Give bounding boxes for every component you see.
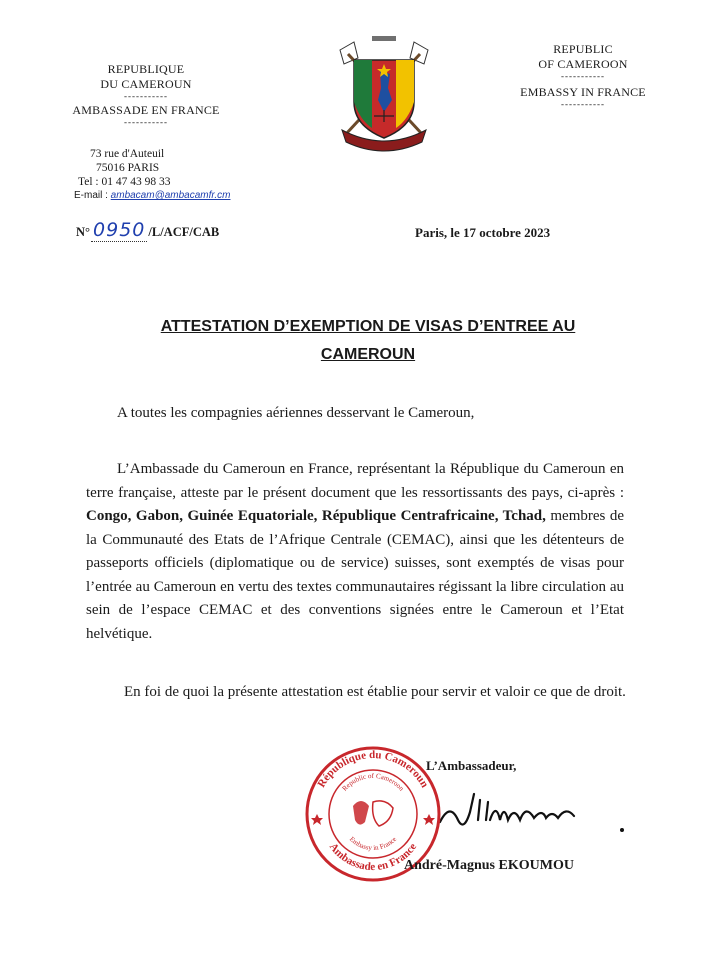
- signature-graphic: [430, 782, 630, 842]
- paragraph-end: membres de la Communauté des Etats de l’Afrique Centrale (CEMAC), ainsi que les détenteurs de passeports officiels (diplomatique ou de service) suisses, sont exemptés de visas pour l’entrée au Cameroun en vertu des textes communautaires régissant la libre circulation au sein de l’espace CEMAC et des conventions signées entre le Cameroun et l’Etat helvétique.: [86, 508, 624, 642]
- email-link[interactable]: ambacam@ambacamfr.cm: [110, 190, 231, 201]
- stamp-outer-bottom-text: Ambassade en France: [326, 840, 420, 874]
- reference-suffix: /L/ACF/CAB: [148, 225, 220, 239]
- header-left-separator-2: -----------: [124, 117, 168, 127]
- stamp-inner-top-text: Republic of Cameroon: [340, 771, 406, 793]
- header-right-separator-2: -----------: [561, 99, 605, 109]
- email-line: [74, 190, 230, 201]
- signatory-name: André-Magnus EKOUMOU: [404, 858, 574, 873]
- coat-of-arms-emblem: [326, 30, 442, 156]
- reference-prefix: N°: [76, 225, 91, 239]
- date-line: Paris, le 17 octobre 2023: [415, 225, 551, 240]
- address-block: [78, 147, 264, 189]
- stamp-inner-bottom-text: Embassy in France: [347, 835, 399, 853]
- svg-text:Republic of Cameroon: [341, 772, 406, 793]
- document-title: [120, 313, 616, 369]
- reference-number: [76, 219, 219, 242]
- salutation: A toutes les compagnies aériennes desservant le Cameroun,: [117, 405, 475, 421]
- header-left: [66, 62, 226, 126]
- signature-role: L’Ambassadeur,: [426, 758, 517, 773]
- handwritten-signature-icon: [430, 782, 630, 842]
- title-line-1: ATTESTATION D’EXEMPTION DE VISAS D’ENTREE AU: [160, 318, 576, 335]
- stamp-outer-top-text: République du Cameroun: [315, 748, 431, 790]
- header-right: [508, 42, 658, 108]
- header-right-line3: EMBASSY IN FRANCE: [520, 85, 646, 99]
- paragraph-start: L’Ambassade du Cameroun en France, représentant la République du Cameroun en terre française, atteste par le présent document que les ressortissants des pays, ci-après :: [86, 461, 624, 501]
- header-left-line1: REPUBLIQUE: [107, 62, 185, 76]
- header-right-line2: OF CAMEROON: [538, 57, 628, 71]
- header-right-separator: -----------: [561, 71, 605, 81]
- country-list: Congo, Gabon, Guinée Equatoriale, République Centrafricaine, Tchad,: [86, 508, 546, 524]
- address-street: 73 rue d'Auteuil: [90, 148, 165, 160]
- email-label: E-mail :: [74, 190, 111, 201]
- address-phone: Tel : 01 47 43 98 33: [78, 176, 171, 188]
- reference-handwritten-number: 0950: [93, 219, 146, 241]
- address-city: 75016 PARIS: [96, 162, 160, 174]
- header-right-line1: REPUBLIC: [553, 42, 613, 56]
- main-paragraph: [86, 458, 624, 646]
- header-left-separator: -----------: [124, 91, 168, 101]
- svg-text:Embassy in France: [348, 835, 398, 852]
- header-left-line3: AMBASSADE EN FRANCE: [72, 103, 220, 117]
- coat-of-arms-icon: [326, 30, 442, 156]
- header-left-line2: DU CAMEROUN: [100, 77, 192, 91]
- closing-paragraph: En foi de quoi la présente attestation est établie pour servir et valoir ce que de droit.: [124, 684, 626, 700]
- title-line-2: CAMEROUN: [320, 346, 416, 363]
